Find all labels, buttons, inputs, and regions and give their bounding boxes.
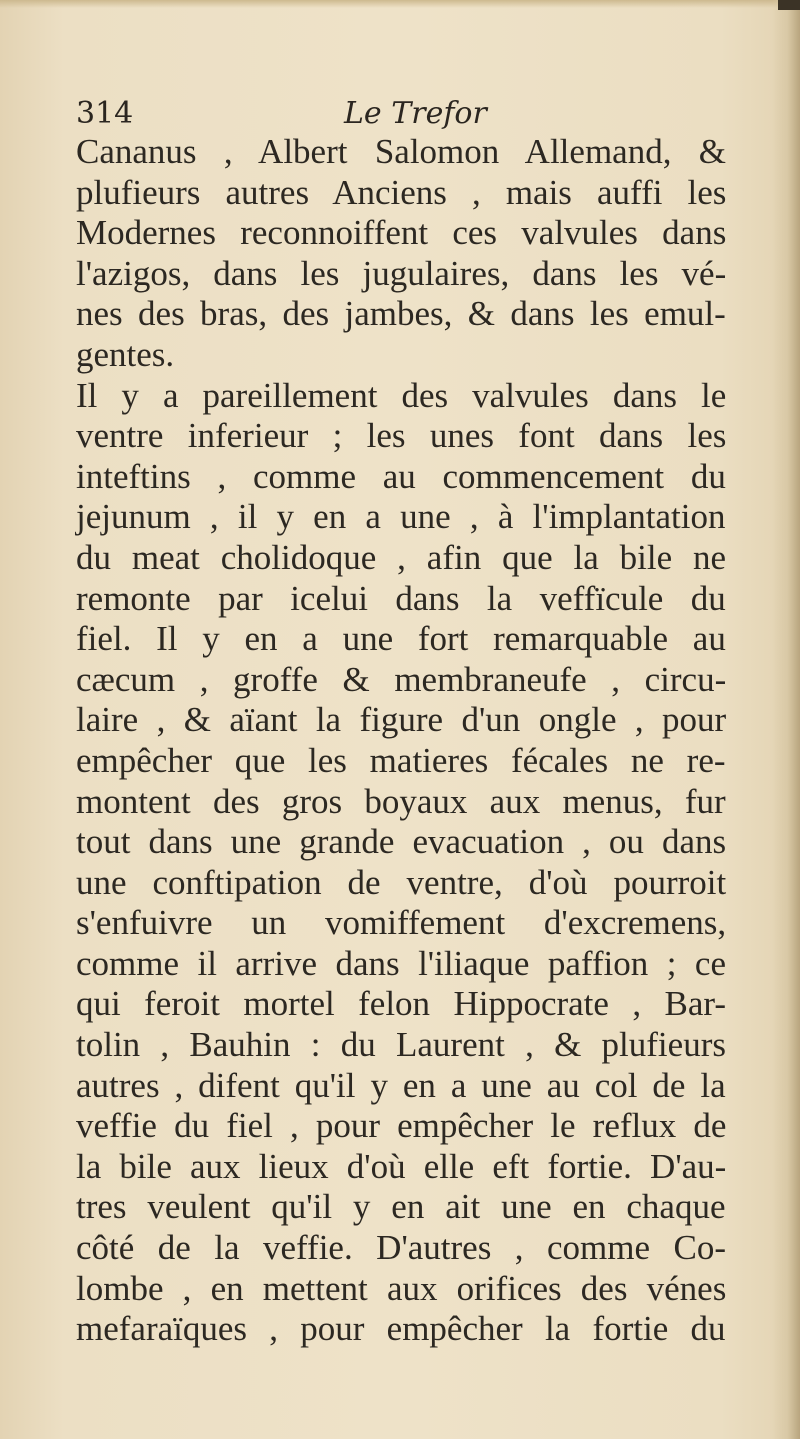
text-line: l'azigos, dans les jugulaires, dans les vé- <box>76 253 727 293</box>
text-line: qui feroit mortel felon Hippocrate , Bar- <box>76 984 727 1024</box>
text-line: côté de la veffie. D'autres , comme Co- <box>76 1228 726 1268</box>
text-line: montent des gros boyaux aux menus, fur <box>76 781 726 821</box>
page-number: 314 <box>76 96 134 131</box>
text-line: tolin , Bauhin : du Laurent , & plufieurs <box>76 1025 726 1065</box>
page-gutter-shadow <box>772 0 800 1439</box>
text-line: mefaraïques , pour empêcher la fortie du <box>76 1309 726 1349</box>
body-text <box>76 132 726 1350</box>
text-line: comme il arrive dans l'iliaque paffion ; ce <box>76 943 726 983</box>
text-line: inteftins , comme au commencement du <box>76 456 726 496</box>
text-line: s'enfuivre un vomiffement d'excremens, <box>76 903 727 943</box>
text-line: Modernes reconnoiffent ces valvules dans <box>76 213 727 253</box>
page-corner-shadow <box>778 0 800 10</box>
text-line: Il y a pareillement des valvules dans le <box>76 375 727 415</box>
text-line: jejunum , il y en a une , à l'implantation <box>76 497 726 537</box>
text-line: veffie du fiel , pour empêcher le reflux de <box>76 1106 727 1146</box>
text-line: du meat cholidoque , afin que la bile ne <box>76 537 727 577</box>
text-line: lombe , en mettent aux orifices des vénes <box>76 1268 727 1308</box>
text-line: cæcum , groffe & membraneufe , circu- <box>76 659 727 699</box>
text-line: tout dans une grande evacuation , ou dans <box>76 822 727 862</box>
text-line: remonte par icelui dans la veffïcule du <box>76 578 726 618</box>
text-line: Cananus , Albert Salomon Allemand, & <box>76 132 727 171</box>
text-line: fiel. Il y en a une fort remarquable au <box>76 619 726 659</box>
page-top-edge <box>0 0 800 8</box>
text-line: une conftipation de ventre, d'où pourroit <box>76 862 727 902</box>
text-line: gentes. <box>76 334 175 374</box>
text-line: laire , & aïant la figure d'un ongle , pour <box>76 700 727 740</box>
text-line: ventre inferieur ; les unes font dans les <box>76 416 727 456</box>
text-line: la bile aux lieux d'où elle eft fortie. D'au- <box>76 1146 727 1186</box>
text-line: plufieurs autres Anciens , mais auffi les <box>76 172 727 212</box>
text-line: autres , difent qu'il y en a une au col de la <box>76 1065 726 1105</box>
text-line: nes des bras, des jambes, & dans les emul- <box>76 294 726 334</box>
text-line: tres veulent qu'il y en ait une en chaque <box>76 1187 726 1227</box>
running-title: Le Trefor <box>344 96 487 131</box>
text-line: empêcher que les matieres fécales ne re- <box>76 740 726 780</box>
